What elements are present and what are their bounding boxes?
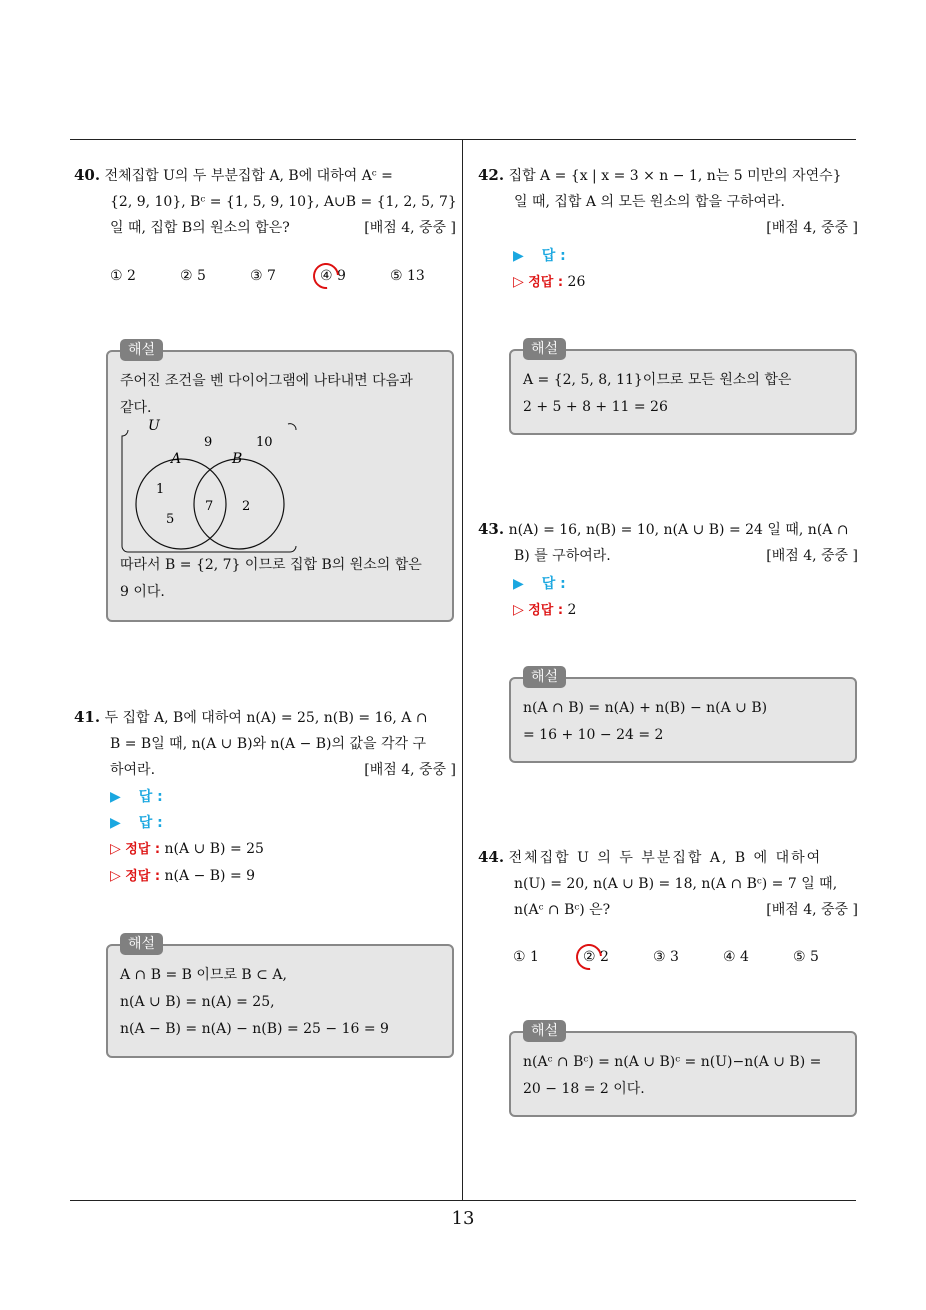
answers-42 (513, 243, 585, 296)
question-text: n(U) = 20, n(A ∪ B) = 18, n(A ∩ Bᶜ) = 7 일 때, (514, 876, 838, 892)
correct-answer: n(A − B) = 9 (164, 868, 256, 884)
choice-1[interactable]: ① 2 (110, 268, 136, 284)
question-text: 전체집합 U 의 두 부분집합 A, B 에 대하여 (508, 850, 823, 866)
explanation-text: 따라서 B = {2, 7} 이므로 집합 B의 원소의 합은 (120, 557, 422, 573)
venn-diagram (116, 418, 306, 558)
triangle-outline-icon: ▷ (110, 841, 121, 857)
venn-value: 7 (205, 499, 214, 514)
correct-answer: 26 (567, 274, 586, 290)
question-meta: [배점 4, 중중 ] (766, 220, 858, 236)
explanation-tag: 해설 (120, 339, 163, 361)
explanation-tag: 해설 (523, 1020, 566, 1042)
answer-line (513, 571, 576, 597)
question-meta: [배점 4, 중중 ] (364, 220, 456, 236)
explanation-text: 같다. (120, 400, 152, 416)
explanation-box-40 (106, 342, 454, 622)
triangle-outline-icon: ▷ (513, 602, 524, 618)
explanation-text: n(A ∪ B) = n(A) = 25, (120, 994, 275, 1010)
explanation-text: = 16 + 10 − 24 = 2 (523, 727, 664, 743)
explanation-text: 주어진 조건을 벤 다이어그램에 나타내면 다음과 (120, 373, 413, 389)
question-text: {2, 9, 10}, Bᶜ = {1, 5, 9, 10}, A∪B = {1, 2, 5, 7} (110, 194, 457, 210)
explanation-tag: 해설 (523, 666, 566, 688)
correct-answer-line (513, 269, 585, 296)
answers-41 (110, 784, 264, 890)
explanation-box-44 (509, 1023, 857, 1117)
top-rule (70, 139, 856, 140)
correct-label: 정답 : (125, 869, 161, 884)
explanation-text: A ∩ B = B 이므로 B ⊂ A, (120, 967, 287, 983)
question-text: 집합 A = {x | x = 3 × n − 1, n는 5 미만의 자연수} (508, 168, 842, 184)
explanation-text: 9 이다. (120, 584, 165, 600)
question-text: 두 집합 A, B에 대하여 n(A) = 25, n(B) = 16, A ∩ (104, 710, 428, 726)
explanation-tag: 해설 (523, 338, 566, 360)
correct-label: 정답 : (125, 842, 161, 857)
correct-answer-line (110, 836, 264, 863)
answer-label: 답 : (541, 248, 566, 264)
answer-mark (571, 939, 608, 976)
correct-label: 정답 : (528, 603, 564, 618)
venn-value: 10 (256, 435, 273, 450)
question-meta: [배점 4, 중중 ] (766, 548, 858, 564)
question-number: 44. (478, 848, 505, 866)
answer-mark (308, 258, 345, 295)
question-text: n(A) = 16, n(B) = 10, n(A ∪ B) = 24 일 때, n(A ∩ (508, 522, 849, 538)
answer-label: 답 : (138, 789, 163, 805)
triangle-outline-icon: ▷ (110, 868, 121, 884)
choice-2[interactable]: ② 5 (180, 268, 206, 284)
bottom-rule (70, 1200, 856, 1201)
answer-line (110, 784, 264, 810)
question-text: 전체집합 U의 두 부분집합 A, B에 대하여 Aᶜ = (104, 168, 393, 184)
page-number: 13 (451, 1208, 475, 1229)
venn-value: 1 (156, 482, 165, 497)
explanation-tag: 해설 (120, 933, 163, 955)
answers-43 (513, 571, 576, 624)
choice-4[interactable]: ④ 4 (723, 949, 749, 965)
question-text: 하여라. (110, 762, 156, 778)
choice-2[interactable]: ② 2 (583, 949, 653, 965)
venn-value: 2 (242, 499, 251, 514)
play-icon: ▶ (513, 248, 524, 264)
question-text: 일 때, 집합 B의 원소의 합은? (110, 220, 290, 236)
question-text: n(Aᶜ ∩ Bᶜ) 은? (514, 902, 611, 918)
choice-1[interactable]: ① 1 (513, 949, 539, 965)
question-43 (478, 516, 858, 569)
question-number: 42. (478, 166, 505, 184)
answer-line (513, 243, 585, 269)
venn-value: 9 (204, 435, 213, 450)
explanation-box-42 (509, 341, 857, 435)
choices-44 (513, 949, 819, 965)
correct-label: 정답 : (528, 275, 564, 290)
question-meta: [배점 4, 중중 ] (364, 762, 456, 778)
choice-5[interactable]: ⑤ 13 (390, 268, 425, 284)
question-41 (74, 704, 456, 783)
play-icon: ▶ (513, 576, 524, 592)
answer-line (110, 810, 264, 836)
question-meta: [배점 4, 중중 ] (766, 902, 858, 918)
correct-answer-line (110, 863, 264, 890)
choice-4[interactable]: ④ 9 (320, 268, 390, 284)
column-divider (462, 139, 463, 1200)
question-40 (74, 162, 456, 241)
answer-label: 답 : (541, 576, 566, 592)
explanation-text: A = {2, 5, 8, 11}이므로 모든 원소의 합은 (523, 372, 792, 388)
choices-40 (110, 268, 425, 284)
question-42 (478, 162, 858, 241)
play-icon: ▶ (110, 815, 121, 831)
explanation-text: n(A − B) = n(A) − n(B) = 25 − 16 = 9 (120, 1021, 389, 1037)
question-44 (478, 844, 858, 923)
triangle-outline-icon: ▷ (513, 274, 524, 290)
venn-label-a: A (171, 451, 182, 467)
explanation-text: 2 + 5 + 8 + 11 = 26 (523, 399, 668, 415)
choice-3[interactable]: ③ 3 (653, 949, 679, 965)
question-text: 일 때, 집합 A 의 모든 원소의 합을 구하여라. (514, 194, 785, 210)
explanation-text: n(Aᶜ ∩ Bᶜ) = n(A ∪ B)ᶜ = n(U)−n(A ∪ B) = (523, 1054, 822, 1070)
question-number: 40. (74, 166, 101, 184)
play-icon: ▶ (110, 789, 121, 805)
explanation-box-43 (509, 669, 857, 763)
venn-value: 5 (166, 512, 175, 527)
explanation-text: 20 − 18 = 2 이다. (523, 1081, 645, 1097)
explanation-text: n(A ∩ B) = n(A) + n(B) − n(A ∪ B) (523, 700, 768, 716)
choice-5[interactable]: ⑤ 5 (793, 949, 819, 965)
venn-label-u: U (148, 418, 160, 434)
explanation-box-41 (106, 936, 454, 1058)
venn-label-b: B (232, 451, 243, 467)
choice-3[interactable]: ③ 7 (250, 268, 276, 284)
answer-label: 답 : (138, 815, 163, 831)
correct-answer: n(A ∪ B) = 25 (164, 841, 264, 857)
question-text: B = B일 때, n(A ∪ B)와 n(A − B)의 값을 각각 구 (110, 736, 427, 752)
question-number: 43. (478, 520, 505, 538)
correct-answer-line (513, 597, 576, 624)
question-text: B) 를 구하여라. (514, 548, 611, 564)
question-number: 41. (74, 708, 101, 726)
correct-answer: 2 (567, 602, 577, 618)
